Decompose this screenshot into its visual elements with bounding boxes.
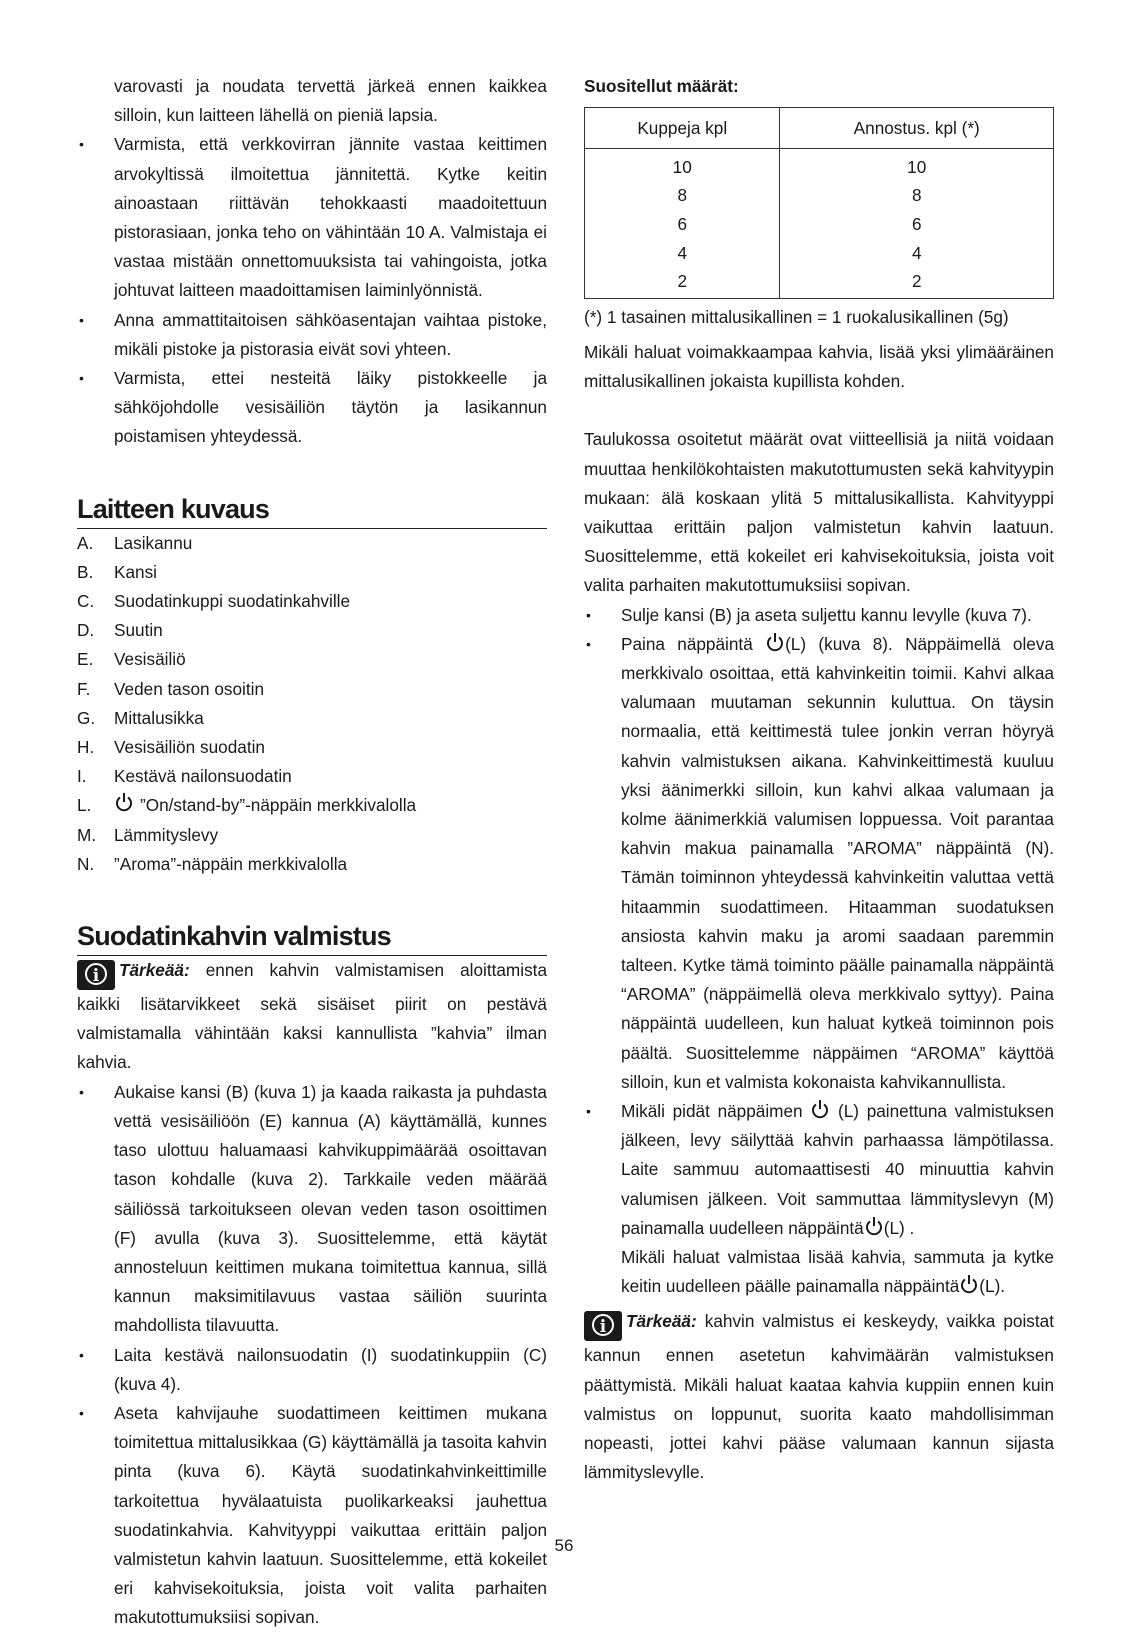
list-item: G. Mittalusikka [77, 707, 204, 728]
info-icon: i [77, 960, 115, 990]
list-item: • Aseta kahvijauhe suodattimeen keittimen mukana toimitettua mittalusikkaa (G) käyttämällä ja tasoita kahvin pinta (kuva 6). Käytä suodatinkahvinkeittimille tarkoitettua hyvälaatuista puolikarkeaksi jauhettua suodatinkahvia. Kahvityyppi vaikuttaa erittäin paljon valmistetun kahvin laatuun. Suosittelemme, että kokeilet eri kahvisekoituksia, joista voit valita parhaiten makutottumuksiisi sopivan. [77, 1399, 547, 1633]
guidance-paragraph: Taulukossa osoitetut määrät ovat viitteellisiä ja niitä voidaan muuttaa henkilökohtaisten makutottumusten sekä kahvityypin mukaan: älä koskaan ylitä 5 mittalusikallista. Kahvityyppi vaikuttaa erittäin paljon valmistetun kahvin laatuun. Suosittelemme, että kokeilet eri kahvisekoituksia, joista voit valita parhaiten makutottumuksiisi sopivan. [584, 429, 1054, 596]
info-icon: i [584, 1311, 622, 1341]
cups-cell: 10 8 6 4 2 [585, 148, 780, 298]
table-row [585, 148, 1054, 298]
list-item: D. Suutin [77, 620, 163, 641]
table-header-cups: Kuppeja kpl [585, 108, 780, 149]
list-item: • Aukaise kansi (B) (kuva 1) ja kaada raikasta ja puhdasta vettä vesisäiliöön (E) kannua (A) käyttämällä, kunnes taso ulottuu haluamaasi kahvikuppimäärää osoittavan tason kohdalle (kuva 2). Tarkkaile veden määrää säiliössä tarkoitukseen olevan veden tason osoittimen (F) avulla (kuva 3). Suosittelemme, että käytät annosteluun keittimen mukana toimitettua kannua, sillä kannun maksimitilavuus vastaa säiliön suurinta mahdollista tilavuutta. [77, 1078, 547, 1341]
doses-cell: 10 8 6 4 2 [780, 148, 1054, 298]
description-heading: Laitteen kuvaus [77, 492, 547, 529]
list-item: E. Vesisäiliö [77, 649, 186, 670]
list-item: A. Lasikannu [77, 532, 193, 553]
left-column [77, 72, 547, 1633]
bullet-icon: • [79, 311, 84, 328]
description-list [77, 529, 547, 879]
list-item: • Varmista, että verkkovirran jännite vastaa keittimen arvokyltissä ilmoitettua jännitettä. Kytke keitin ainoastaan riittävän tehokkaasti maadoitettuun pistorasiaan, jonka teho on vähintään 10 A. Valmistaja ei vastaa mistään onnettomuuksista tai vahingoista, jotka johtuvat laitteen maadoittamisen laiminlyönnistä. [77, 130, 547, 305]
list-item: • Paina näppäintä (L) (kuva 8). Näppäimellä oleva merkkivalo osoittaa, että kahvinkeitin toimii. Kahvi alkaa valumaan muutaman sekunnin kuluttua. On täysin normaalia, että keittimestä tulee jonkin verran höyryä kahvin valmistuksen aikana. Kahvinkeittimestä kuuluu yksi äänimerkki silloin, kun kahvi alkaa valumaan ja kolme äänimerkkiä valumisen loppuessa. Voit parantaa kahvin makua painamalla ”AROMA” näppäintä (N). Tämän toiminnon yhteydessä kahvinkeitin valuttaa vettä hitaammin suodattimeen. Hitaamman suodatuksen ansiosta kahvin maku ja aromi saadaan paremmin talteen. Kytke tämä toiminto päälle painamalla näppäintä “AROMA” (näppäimellä oleva merkkivalo syttyy). Paina näppäintä uudelleen, kun haluat kytkeä toiminnon pois päältä. Suosittelemme näppäimen “AROMA” käyttöä silloin, kun et valmista kokonaista kahvikannullista. [584, 630, 1054, 1097]
list-item: • Mikäli pidät näppäimen (L) painettuna valmistuksen jälkeen, levy säilyttää kahvin parhaassa lämpötilassa. Laite sammuu automaattisesti 40 minuuttia kahvin valumisen jälkeen. Voit sammuttaa lämmityslevyn (M) painamalla uudelleen näppäintä (L) . [584, 1097, 1054, 1243]
power-icon [114, 791, 134, 813]
bullet-icon: • [586, 606, 591, 623]
amounts-table [584, 107, 1054, 299]
table-footnote: (*) 1 tasainen mittalusikallinen = 1 ruokalusikallinen (5g) [584, 306, 1009, 327]
list-item: F. Veden tason osoitin [77, 678, 265, 699]
right-column [584, 72, 1054, 1487]
table-header-doses: Annostus. kpl (*) [780, 108, 1054, 149]
list-item: L. ”On/stand-by”-näppäin merkkivalolla [77, 791, 547, 820]
list-item: • Laita kestävä nailonsuodatin (I) suodatinkuppiin (C) (kuva 4). [77, 1341, 547, 1399]
suggested-amounts-title: Suositellut määrät: [584, 76, 739, 96]
bullet-icon: • [586, 635, 591, 652]
power-icon [959, 1273, 979, 1295]
important-note: i Tärkeää: kahvin valmistus ei keskeydy, vaikka poistat kannun ennen asetetun kahvimäärän valmistuksen päättymistä. Mikäli haluat kaataa kahvia kuppiin ennen kuin valmistus on loppunut, suorita kaato mahdollisimman nopeasti, jottei kahvi pääse valumaan kannun sijasta lämmityslevylle. [584, 1311, 1054, 1483]
bullet-icon: • [79, 1404, 84, 1421]
list-item: C. Suodatinkuppi suodatinkahville [77, 591, 351, 612]
important-note: i Tärkeää: ennen kahvin valmistamisen aloittamista kaikki lisätarvikkeet sekä sisäiset piirit on pestävä valmistamalla vähintään kaksi kannullista ”kahvia” ilman kahvia. [77, 960, 547, 1073]
bullet-icon: • [79, 136, 84, 153]
list-item: N. ”Aroma”-näppäin merkkivalolla [77, 853, 348, 874]
list-item: I. Kestävä nailonsuodatin [77, 766, 292, 787]
bullet-icon: • [79, 1346, 84, 1363]
intro-continuation: varovasti ja noudata tervettä järkeä ennen kaikkea silloin, kun laitteen lähellä on pieniä lapsia. [114, 76, 547, 126]
more-coffee-note: Mikäli haluat valmistaa lisää kahvia, sammuta ja kytke keitin uudelleen päälle painamalla näppäintä (L). [621, 1247, 1054, 1297]
list-item: H. Vesisäiliön suodatin [77, 737, 265, 758]
preparation-heading: Suodatinkahvin valmistus [77, 919, 547, 956]
list-item: • Varmista, ettei nesteitä läiky pistokkeelle ja sähköjohdolle vesisäiliön täytön ja lasikannun poistamisen yhteydessä. [77, 364, 547, 452]
list-item: • Sulje kansi (B) ja aseta suljettu kannu levylle (kuva 7). [584, 601, 1054, 630]
bullet-icon: • [79, 370, 84, 387]
list-item: • Anna ammattitaitoisen sähköasentajan vaihtaa pistoke, mikäli pistoke ja pistorasia eivät sovi yhteen. [77, 306, 547, 364]
brewing-list [584, 601, 1054, 1243]
stronger-coffee-note: Mikäli haluat voimakkaampaa kahvia, lisää yksi ylimääräinen mittalusikallinen jokaista kupillista kohden. [584, 341, 1054, 392]
bullet-icon: • [586, 1103, 591, 1120]
page-number: 56 [554, 1536, 574, 1555]
safety-list [77, 130, 547, 451]
power-icon [765, 631, 785, 653]
bullet-icon: • [79, 1083, 84, 1100]
power-icon [810, 1098, 830, 1120]
power-icon [864, 1215, 884, 1237]
list-item: M. Lämmityslevy [77, 824, 219, 845]
list-item: B. Kansi [77, 561, 157, 582]
